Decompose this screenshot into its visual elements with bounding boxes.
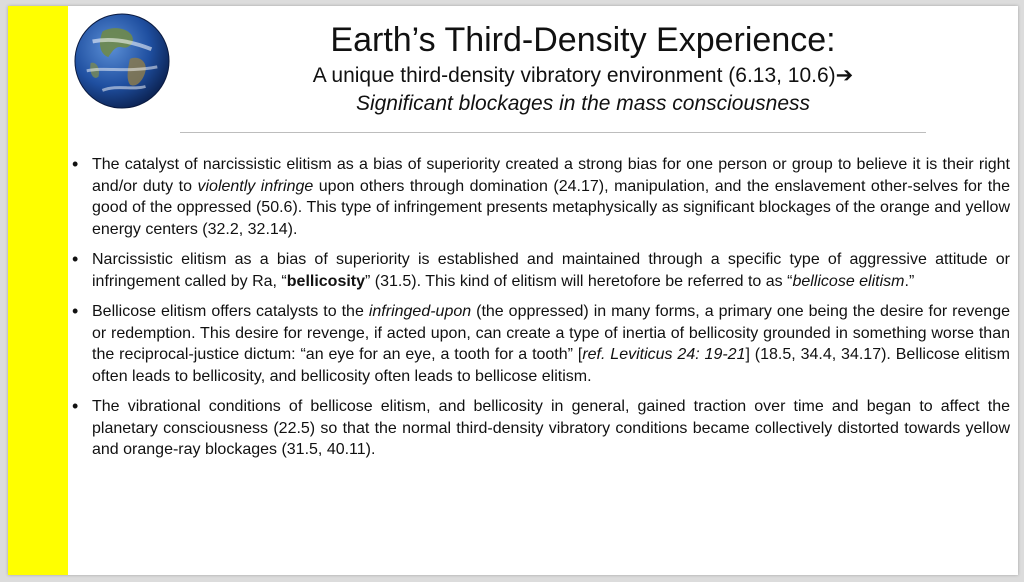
accent-bar (8, 6, 68, 575)
title-divider (180, 132, 926, 133)
bullet-item: • The catalyst of narcissistic elitism as a bias of superiority created a strong bias for one person or group to believe it is their right and/or duty to violently infringe upon others through domination (24.17), manipulation, and the enslavement other-selves for the good of the oppressed (50.6). This type of infringement presents metaphysically as significant blockages of the orange and yellow energy centers (32.2, 32.14). (92, 154, 1010, 240)
bullet-item: • The vibrational conditions of bellicose elitism, and bellicosity in general, gained traction over time and began to affect the planetary consciousness (22.5) so that the normal third-density vibratory conditions became collectively distorted towards yellow and orange-ray blockages (31.5, 40.11). (92, 396, 1010, 461)
slide (8, 6, 1018, 575)
slide-subtitle: A unique third-density vibratory environment (6.13, 10.6)➔ (312, 64, 854, 87)
slide-subtitle-italic: Significant blockages in the mass consciousness (355, 92, 811, 115)
bullet-item: • Narcissistic elitism as a bias of superiority is established and maintained through a specific type of aggressive attitude or infringement called by Ra, “bellicosity” (31.5). This kind of elitism will heretofore be referred to as “bellicose elitism.” (92, 249, 1010, 292)
earth-globe-icon (73, 12, 171, 110)
bullet-item: • Bellicose elitism offers catalysts to the infringed-upon (the oppressed) in many forms, a primary one being the desire for revenge or redemption. This desire for revenge, if acted upon, can create a type of inertia of bellicosity grounded in something worse than the reciprocal-justice dictum: “an eye for an eye, a tooth for a tooth” [ref. Leviticus 24: 19-21] (18.5, 34.4, 34.17). Bellicose elitism often leads to bellicosity, and bellicosity often leads to bellicose elitism. (92, 301, 1010, 387)
title-block (178, 20, 988, 118)
bullet-list (72, 154, 1010, 470)
slide-title: Earth’s Third-Density Experience: (330, 21, 836, 59)
